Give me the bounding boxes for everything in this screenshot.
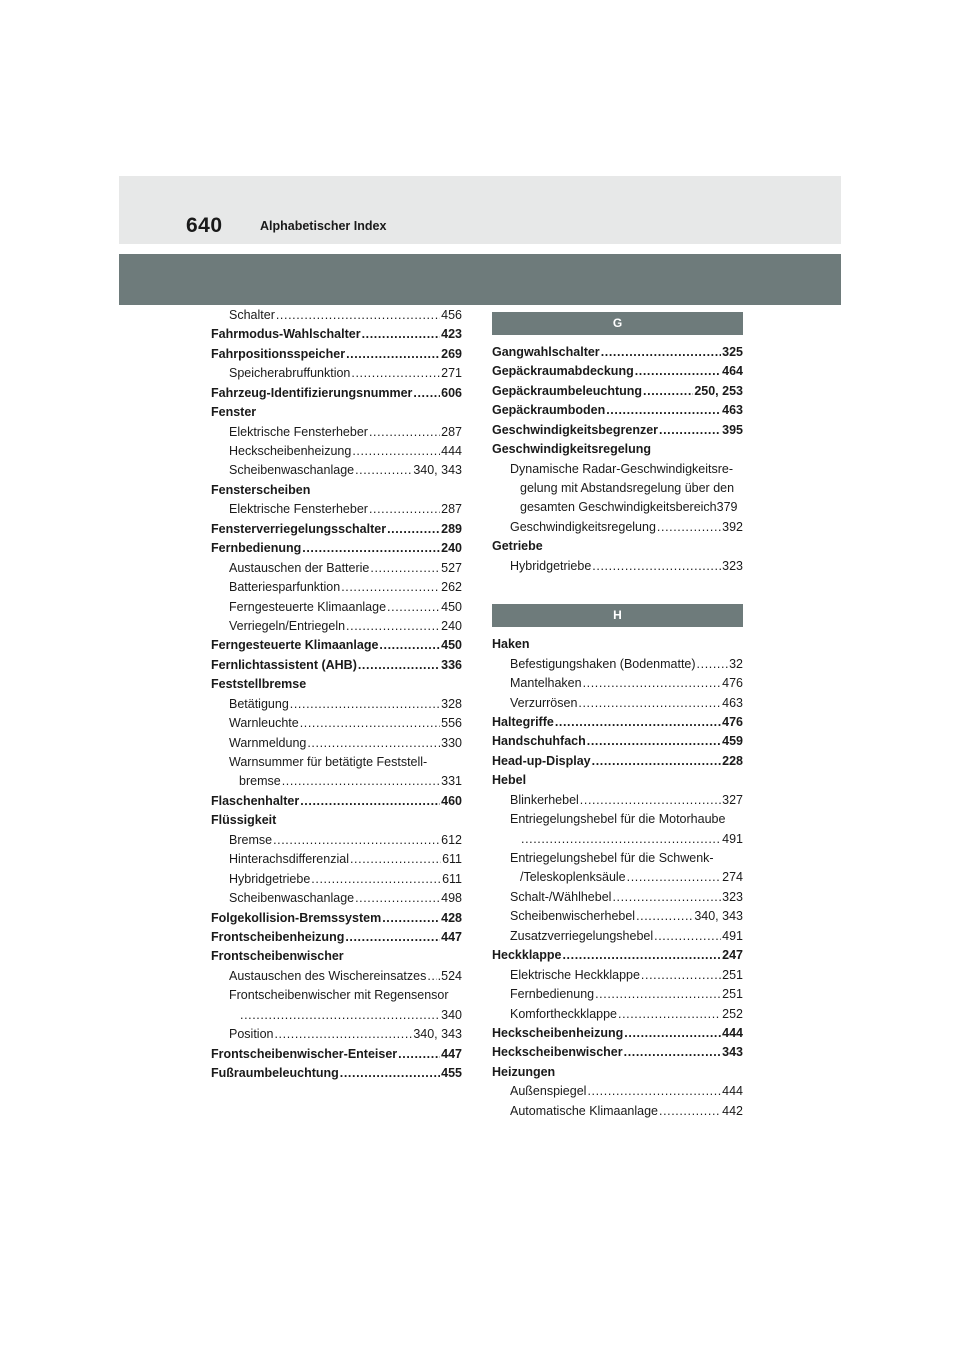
index-entry-page: 491 [722, 831, 743, 846]
index-leader-dots [379, 636, 440, 655]
index-entry-label: Entriegelungshebel für die Motorhaube [510, 812, 726, 827]
index-entry-page: 343 [722, 1045, 743, 1060]
index-entry-label: Heckscheibenwischer [492, 1045, 623, 1060]
index-entry-label: Gepäckraumbeleuchtung [492, 383, 643, 398]
header-band [119, 254, 841, 305]
index-leader-dots [352, 442, 440, 461]
index-entry-label: Schalter [229, 307, 275, 322]
index-leader-dots [355, 889, 440, 908]
index-leader-dots [382, 909, 440, 928]
page-header [119, 176, 841, 244]
index-entry [211, 947, 462, 966]
index-entry-label: Geschwindigkeitsregelung [510, 519, 656, 534]
index-entry-label: Frontscheibenwischer-Enteiser [211, 1046, 398, 1061]
index-entry-label: bremse [239, 774, 281, 789]
index-entry [211, 850, 462, 869]
index-leader-dots [413, 384, 440, 403]
index-entry-page: 327 [722, 792, 743, 807]
index-entry-label: Verriegeln/Entriegeln [229, 618, 346, 633]
index-entry-label: Haltegriffe [492, 714, 554, 729]
index-entry-page: 323 [722, 889, 743, 904]
index-leader-dots [369, 423, 440, 442]
index-leader-dots [300, 792, 440, 811]
index-entry [211, 617, 462, 636]
index-entry [211, 636, 462, 655]
index-entry [492, 907, 743, 926]
index-entry [211, 539, 462, 558]
index-entry-label: Austauschen des Wischereinsatzes [229, 968, 427, 983]
index-entry-label: Flüssigkeit [211, 813, 277, 828]
index-entry-page: 228 [722, 753, 743, 768]
index-entry [211, 870, 462, 889]
index-entry-label: Frontscheibenwischer [211, 949, 344, 964]
index-entry-label: Fahrzeug-Identifizierungsnummer [211, 385, 413, 400]
index-entry [211, 598, 462, 617]
index-entry-page: 442 [722, 1103, 743, 1118]
index-entry-label: Hebel [492, 773, 527, 788]
index-entry-label: Scheibenwischerhebel [510, 909, 636, 924]
index-entry-label: Elektrische Fensterheber [229, 424, 368, 439]
index-entry [492, 382, 743, 401]
index-entry [211, 442, 462, 461]
index-entry-page: 476 [722, 676, 743, 691]
index-entry-label: Elektrische Fensterheber [229, 502, 368, 517]
index-leader-dots [636, 907, 693, 926]
index-entry-label: /Teleskoplenksäule [520, 870, 626, 885]
index-entry [211, 831, 462, 850]
index-entry [492, 713, 743, 732]
index-leader-dots [643, 382, 693, 401]
index-entry [211, 520, 462, 539]
index-entry-label: Außenspiegel [510, 1084, 587, 1099]
index-entry-label: Fenster [211, 405, 257, 420]
index-leader-dots [654, 927, 721, 946]
index-leader-dots [387, 598, 440, 617]
index-entry [492, 888, 743, 907]
index-entry-label: Austauschen der Batterie [229, 560, 370, 575]
index-column-left [211, 306, 462, 1084]
index-entry-page: 463 [722, 403, 743, 418]
index-entry-page: 428 [441, 910, 462, 925]
index-entry [492, 655, 743, 674]
index-entry-label: Fernbedienung [510, 987, 595, 1002]
index-entry-page: 269 [441, 346, 462, 361]
index-entry [211, 695, 462, 714]
index-entry [492, 791, 743, 810]
index-leader-dots [659, 421, 721, 440]
index-entry-page: 395 [722, 422, 743, 437]
index-leader-dots [346, 345, 440, 364]
index-entry-page: 444 [722, 1025, 743, 1040]
index-entry [211, 403, 462, 422]
index-entry-label: Position [229, 1027, 274, 1042]
index-entry [492, 1005, 743, 1024]
index-entry-page: 262 [441, 580, 462, 595]
index-leader-dots [427, 967, 436, 986]
index-entry-page: 340 [441, 1007, 462, 1022]
index-entry [492, 927, 743, 946]
index-entry [492, 732, 743, 751]
index-leader-dots [624, 1043, 722, 1062]
index-entry-label: Betätigung [229, 696, 289, 711]
index-entry-label: Entriegelungshebel für die Schwenk- [510, 851, 714, 866]
index-entry-label: Ferngesteuerte Klimaanlage [229, 599, 387, 614]
index-entry-label: Fahrpositionsspeicher [211, 346, 346, 361]
index-entry [211, 811, 462, 830]
index-entry [492, 849, 743, 868]
index-entry-label: Heckscheibenheizung [492, 1025, 624, 1040]
index-leader-dots [562, 946, 721, 965]
index-leader-dots [583, 674, 722, 693]
index-entry [211, 462, 462, 481]
index-column-right [492, 306, 743, 1121]
index-entry [492, 635, 743, 654]
index-entry-page: 606 [441, 385, 462, 400]
index-entry-label: Gangwahlschalter [492, 344, 600, 359]
index-entry-page: 289 [441, 521, 462, 536]
index-leader-dots [592, 752, 722, 771]
index-entry-page: .524 [437, 968, 462, 983]
index-leader-dots [345, 928, 440, 947]
index-entry [211, 306, 462, 325]
index-leader-dots [307, 734, 440, 753]
index-leader-dots [340, 1064, 440, 1083]
index-entry-label: Fahrmodus-Wahlschalter [211, 327, 361, 342]
index-leader-dots [697, 655, 729, 674]
page-title: Alphabetischer Index [260, 219, 387, 233]
index-entry-label: Warnsummer für betätigte Feststell- [229, 755, 428, 770]
index-entry-page: 32 [729, 656, 743, 671]
index-entry [211, 967, 462, 986]
page-number: 640 [186, 214, 223, 237]
index-entry [492, 362, 743, 381]
index-entry [211, 1064, 462, 1083]
index-leader-dots [595, 985, 721, 1004]
index-entry [211, 384, 462, 403]
index-entry-label: Folgekollision-Bremssystem [211, 910, 382, 925]
index-entry-page: 328 [441, 696, 462, 711]
index-entry-page: 392 [722, 519, 743, 534]
index-entry [492, 401, 743, 420]
index-entry-page: 271 [441, 366, 462, 381]
index-leader-dots [370, 559, 440, 578]
index-leader-dots [350, 850, 441, 869]
index-entry-page: 251 [722, 987, 743, 1002]
index-leader-dots [657, 518, 721, 537]
index-entry-page: 340, 343 [413, 1027, 462, 1042]
index-entry [492, 694, 743, 713]
index-leader-dots [601, 343, 721, 362]
index-entry-page: 274 [722, 870, 743, 885]
index-entry-label: Warnleuchte [229, 716, 299, 731]
index-leader-dots [274, 1025, 412, 1044]
index-entry [492, 869, 743, 888]
section-spacer [492, 576, 743, 598]
index-leader-dots [641, 966, 721, 985]
index-leader-dots [276, 306, 440, 325]
index-entry-label: Gepäckraumabdeckung [492, 364, 634, 379]
index-entry [211, 500, 462, 519]
index-entry-page: 456 [441, 307, 462, 322]
index-leader-dots [302, 539, 440, 558]
index-entry [211, 1025, 462, 1044]
index-leader-dots [555, 713, 721, 732]
index-entry-label: Batteriesparfunktion [229, 580, 341, 595]
index-entry [492, 440, 743, 459]
index-entry-label: gesamten Geschwindigkeitsbereich379 [520, 500, 738, 515]
index-entry [211, 986, 462, 1005]
index-entry-label: Dynamische Radar-Geschwindigkeitsre- [510, 461, 733, 476]
index-entry-page: 460 [441, 793, 462, 808]
index-entry-label: Fußraumbeleuchtung [211, 1066, 339, 1081]
index-entry-page: 251 [722, 967, 743, 982]
index-entry [211, 792, 462, 811]
index-leader-dots [240, 1006, 440, 1025]
index-entry-label: Scheibenwaschanlage [229, 463, 355, 478]
index-entry-label: Zusatzverriegelungshebel [510, 928, 654, 943]
index-entry-page: 323 [722, 558, 743, 573]
index-entry [492, 499, 743, 518]
index-entry-label: Fensterscheiben [211, 482, 311, 497]
index-leader-dots [282, 772, 440, 791]
index-entry-page: 498 [441, 891, 462, 906]
index-entry-page: 612 [441, 832, 462, 847]
index-entry-label: Fernbedienung [211, 541, 302, 556]
index-entry [211, 364, 462, 383]
index-entry-label: Heckklappe [492, 948, 562, 963]
index-entry-page: 611 [442, 852, 462, 867]
index-entry [211, 423, 462, 442]
index-entry-label: Haken [492, 637, 530, 652]
index-entry [492, 752, 743, 771]
index-entry-page: 459 [722, 734, 743, 749]
index-leader-dots [355, 461, 412, 480]
index-entry [211, 1045, 462, 1064]
index-entry [211, 928, 462, 947]
index-entry-page: 287 [441, 502, 462, 517]
index-leader-dots [587, 1082, 721, 1101]
index-entry-page: 463 [722, 695, 743, 710]
index-leader-dots [521, 830, 721, 849]
index-entry [211, 889, 462, 908]
index-entry-page: 447 [441, 1046, 462, 1061]
index-entry-page: 331 [441, 774, 462, 789]
index-entry-label: Hinterachsdifferenzial [229, 852, 349, 867]
index-entry-page: 527 [441, 560, 462, 575]
index-leader-dots [300, 714, 440, 733]
index-entry-label: Bremse [229, 832, 273, 847]
index-entry-label: gelung mit Abstandsregelung über den [520, 481, 735, 496]
index-leader-dots [618, 1005, 721, 1024]
index-leader-dots [612, 888, 721, 907]
section-letter-g: G [492, 312, 743, 335]
index-entry [211, 1006, 462, 1025]
index-entry [492, 1043, 743, 1062]
index-entry-label: Blinkerhebel [510, 792, 579, 807]
index-leader-dots [606, 401, 721, 420]
index-entry [492, 460, 743, 479]
index-entry-label: Hybridgetriebe [510, 558, 592, 573]
index-entry-label: Fensterverriegelungsschalter [211, 521, 387, 536]
index-entry [492, 557, 743, 576]
index-entry-page: 611 [442, 871, 462, 886]
index-entry-page: 423 [441, 327, 462, 342]
index-leader-dots [624, 1024, 721, 1043]
index-entry-label: Heizungen [492, 1064, 556, 1079]
index-entry [211, 753, 462, 772]
index-entry [492, 946, 743, 965]
index-leader-dots [627, 868, 722, 887]
index-entry-label: Fernlichtassistent (AHB) [211, 657, 357, 672]
index-entry [492, 421, 743, 440]
index-entry-page: 247 [722, 948, 743, 963]
index-leader-dots [592, 557, 721, 576]
index-entry [211, 578, 462, 597]
index-leader-dots [273, 831, 440, 850]
index-leader-dots [398, 1045, 440, 1064]
index-entry-page: 556 [441, 716, 462, 731]
index-entry-label: Gepäckraumboden [492, 403, 606, 418]
index-leader-dots [351, 364, 440, 383]
index-entry [492, 674, 743, 693]
index-leader-dots [369, 500, 440, 519]
index-entry-label: Hybridgetriebe [229, 871, 311, 886]
index-entry-label: Ferngesteuerte Klimaanlage [211, 638, 379, 653]
index-entry [211, 714, 462, 733]
index-entry-page: 447 [441, 929, 462, 944]
index-entry-label: Head-up-Display [492, 753, 591, 768]
index-entry [492, 1024, 743, 1043]
index-leader-dots [311, 870, 441, 889]
index-entry [211, 734, 462, 753]
index-entry-label: Warnmeldung [229, 735, 307, 750]
index-entry-label: Flaschenhalter [211, 793, 300, 808]
index-leader-dots [290, 695, 440, 714]
index-entry [211, 675, 462, 694]
index-entry-label: Getriebe [492, 539, 543, 554]
index-entry-page: 240 [441, 618, 462, 633]
index-entry [211, 325, 462, 344]
index-entry [492, 771, 743, 790]
index-entry [211, 773, 462, 792]
index-entry-page: 464 [722, 364, 743, 379]
index-entry-page: 491 [722, 928, 743, 943]
index-entry-label: Handschuhfach [492, 734, 586, 749]
index-entry [492, 966, 743, 985]
index-entry [211, 909, 462, 928]
index-entry [211, 345, 462, 364]
index-entry [492, 518, 743, 537]
index-entry [492, 1102, 743, 1121]
index-entry-page: 450 [441, 638, 462, 653]
index-leader-dots [659, 1102, 721, 1121]
index-entry-label: Geschwindigkeitsregelung [492, 442, 652, 457]
index-entry-label: Heckscheibenheizung [229, 444, 352, 459]
index-leader-dots [358, 656, 440, 675]
index-entry-label: Verzurrösen [510, 695, 578, 710]
index-entry-label: Elektrische Heckklappe [510, 967, 640, 982]
index-leader-dots [341, 578, 440, 597]
index-entry-label: Komfortheckklappe [510, 1006, 618, 1021]
index-leader-dots [578, 694, 721, 713]
index-entry [492, 985, 743, 1004]
index-entry [492, 830, 743, 849]
index-entry [492, 537, 743, 556]
index-entry [492, 1063, 743, 1082]
index-entry-page: 240 [441, 541, 462, 556]
index-entry-page: 336 [441, 657, 462, 672]
index-leader-dots [346, 617, 440, 636]
index-leader-dots [587, 732, 721, 751]
index-entry [211, 656, 462, 675]
index-entry-page: 455 [441, 1066, 462, 1081]
index-entry-label: Frontscheibenheizung [211, 929, 345, 944]
index-entry-label: Feststellbremse [211, 677, 307, 692]
index-entry-label: Automatische Klimaanlage [510, 1103, 658, 1118]
index-entry-page: 340, 343 [413, 463, 462, 478]
index-entry-label: Befestigungshaken (Bodenmatte) [510, 656, 696, 671]
index-entry-page: 287 [441, 424, 462, 439]
index-leader-dots [387, 520, 440, 539]
index-entry-label: Speicherabruffunktion [229, 366, 351, 381]
index-entry [211, 481, 462, 500]
index-entry-page: 330 [441, 735, 462, 750]
index-entry-label: Scheibenwaschanlage [229, 891, 355, 906]
index-leader-dots [580, 791, 721, 810]
index-leader-dots [362, 325, 441, 344]
index-entry-page: 444 [441, 444, 462, 459]
index-entry [492, 810, 743, 829]
index-entry-page: 444 [722, 1084, 743, 1099]
index-entry-label: Mantelhaken [510, 676, 582, 691]
index-entry-label: Frontscheibenwischer mit Regensensor [229, 988, 449, 1003]
index-entry-page: 325 [722, 344, 743, 359]
section-letter-h: H [492, 604, 743, 627]
index-entry [211, 559, 462, 578]
index-entry [492, 479, 743, 498]
index-leader-dots [635, 362, 721, 381]
index-entry-label: Schalt-/Wählhebel [510, 889, 612, 904]
index-entry-page: 250, 253 [694, 383, 743, 398]
index-entry-page: 476 [722, 714, 743, 729]
index-entry-page: 252 [722, 1006, 743, 1021]
index-entry [492, 1082, 743, 1101]
index-entry-page: 450 [441, 599, 462, 614]
index-entry-label: Geschwindigkeitsbegrenzer [492, 422, 659, 437]
index-entry [492, 343, 743, 362]
index-entry-page: 340, 343 [694, 909, 743, 924]
